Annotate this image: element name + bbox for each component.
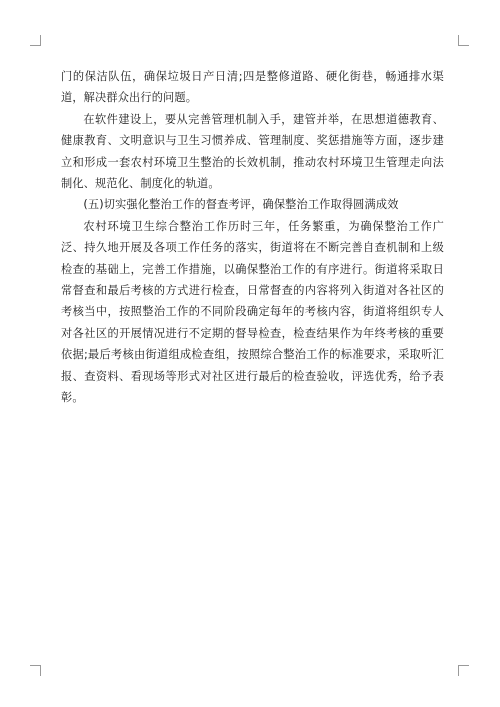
crop-mark-bottom-left <box>30 665 41 676</box>
paragraph-continuation: 门的保洁队伍，确保垃圾日产日清;四是整修道路、硬化街巷，畅通排水渠道，解决群众出行的问题。 <box>61 70 444 105</box>
paragraph-software-construction: 在软件建设上，要从完善管理机制入手，建管并举，在思想道德教育、健康教育、文明意识与卫生习惯养成、管理制度、奖惩措施等方面，逐步建立和形成一套农村环境卫生整治的长效机制，推动农村环境卫生管理走向法制化、规范化、制度化的轨道。 <box>61 112 444 191</box>
crop-mark-top-right <box>458 35 469 46</box>
paragraph-supervision-evaluation: 农村环境卫生综合整治工作历时三年，任务繁重，为确保整治工作广泛、持久地开展及各项工作任务的落实，街道将在不断完善自查机制和上级检查的基础上，完善工作措施，以确保整治工作的有序进行。街道将采取日常督查和最后考核的方式进行检查，日常督查的内容将列入街道对各社区的考核当中，按照整治工作的不同阶段确定每年的考核内容，街道将组织专人对各社区的开展情况进行不定期的督导检查，检查结果作为年终考核的重要依据;最后考核由街道组成检查组，按照综合整治工作的标准要求，采取听汇报、查资料、看现场等形式对社区进行最后的检查验收，评选优秀，给予表彰。 <box>61 219 444 405</box>
crop-mark-bottom-right <box>458 665 469 676</box>
document-body <box>61 66 444 409</box>
section-heading-five: (五)切实强化整治工作的督查考评，确保整治工作取得圆满成效 <box>83 198 399 212</box>
crop-mark-top-left <box>30 35 41 46</box>
